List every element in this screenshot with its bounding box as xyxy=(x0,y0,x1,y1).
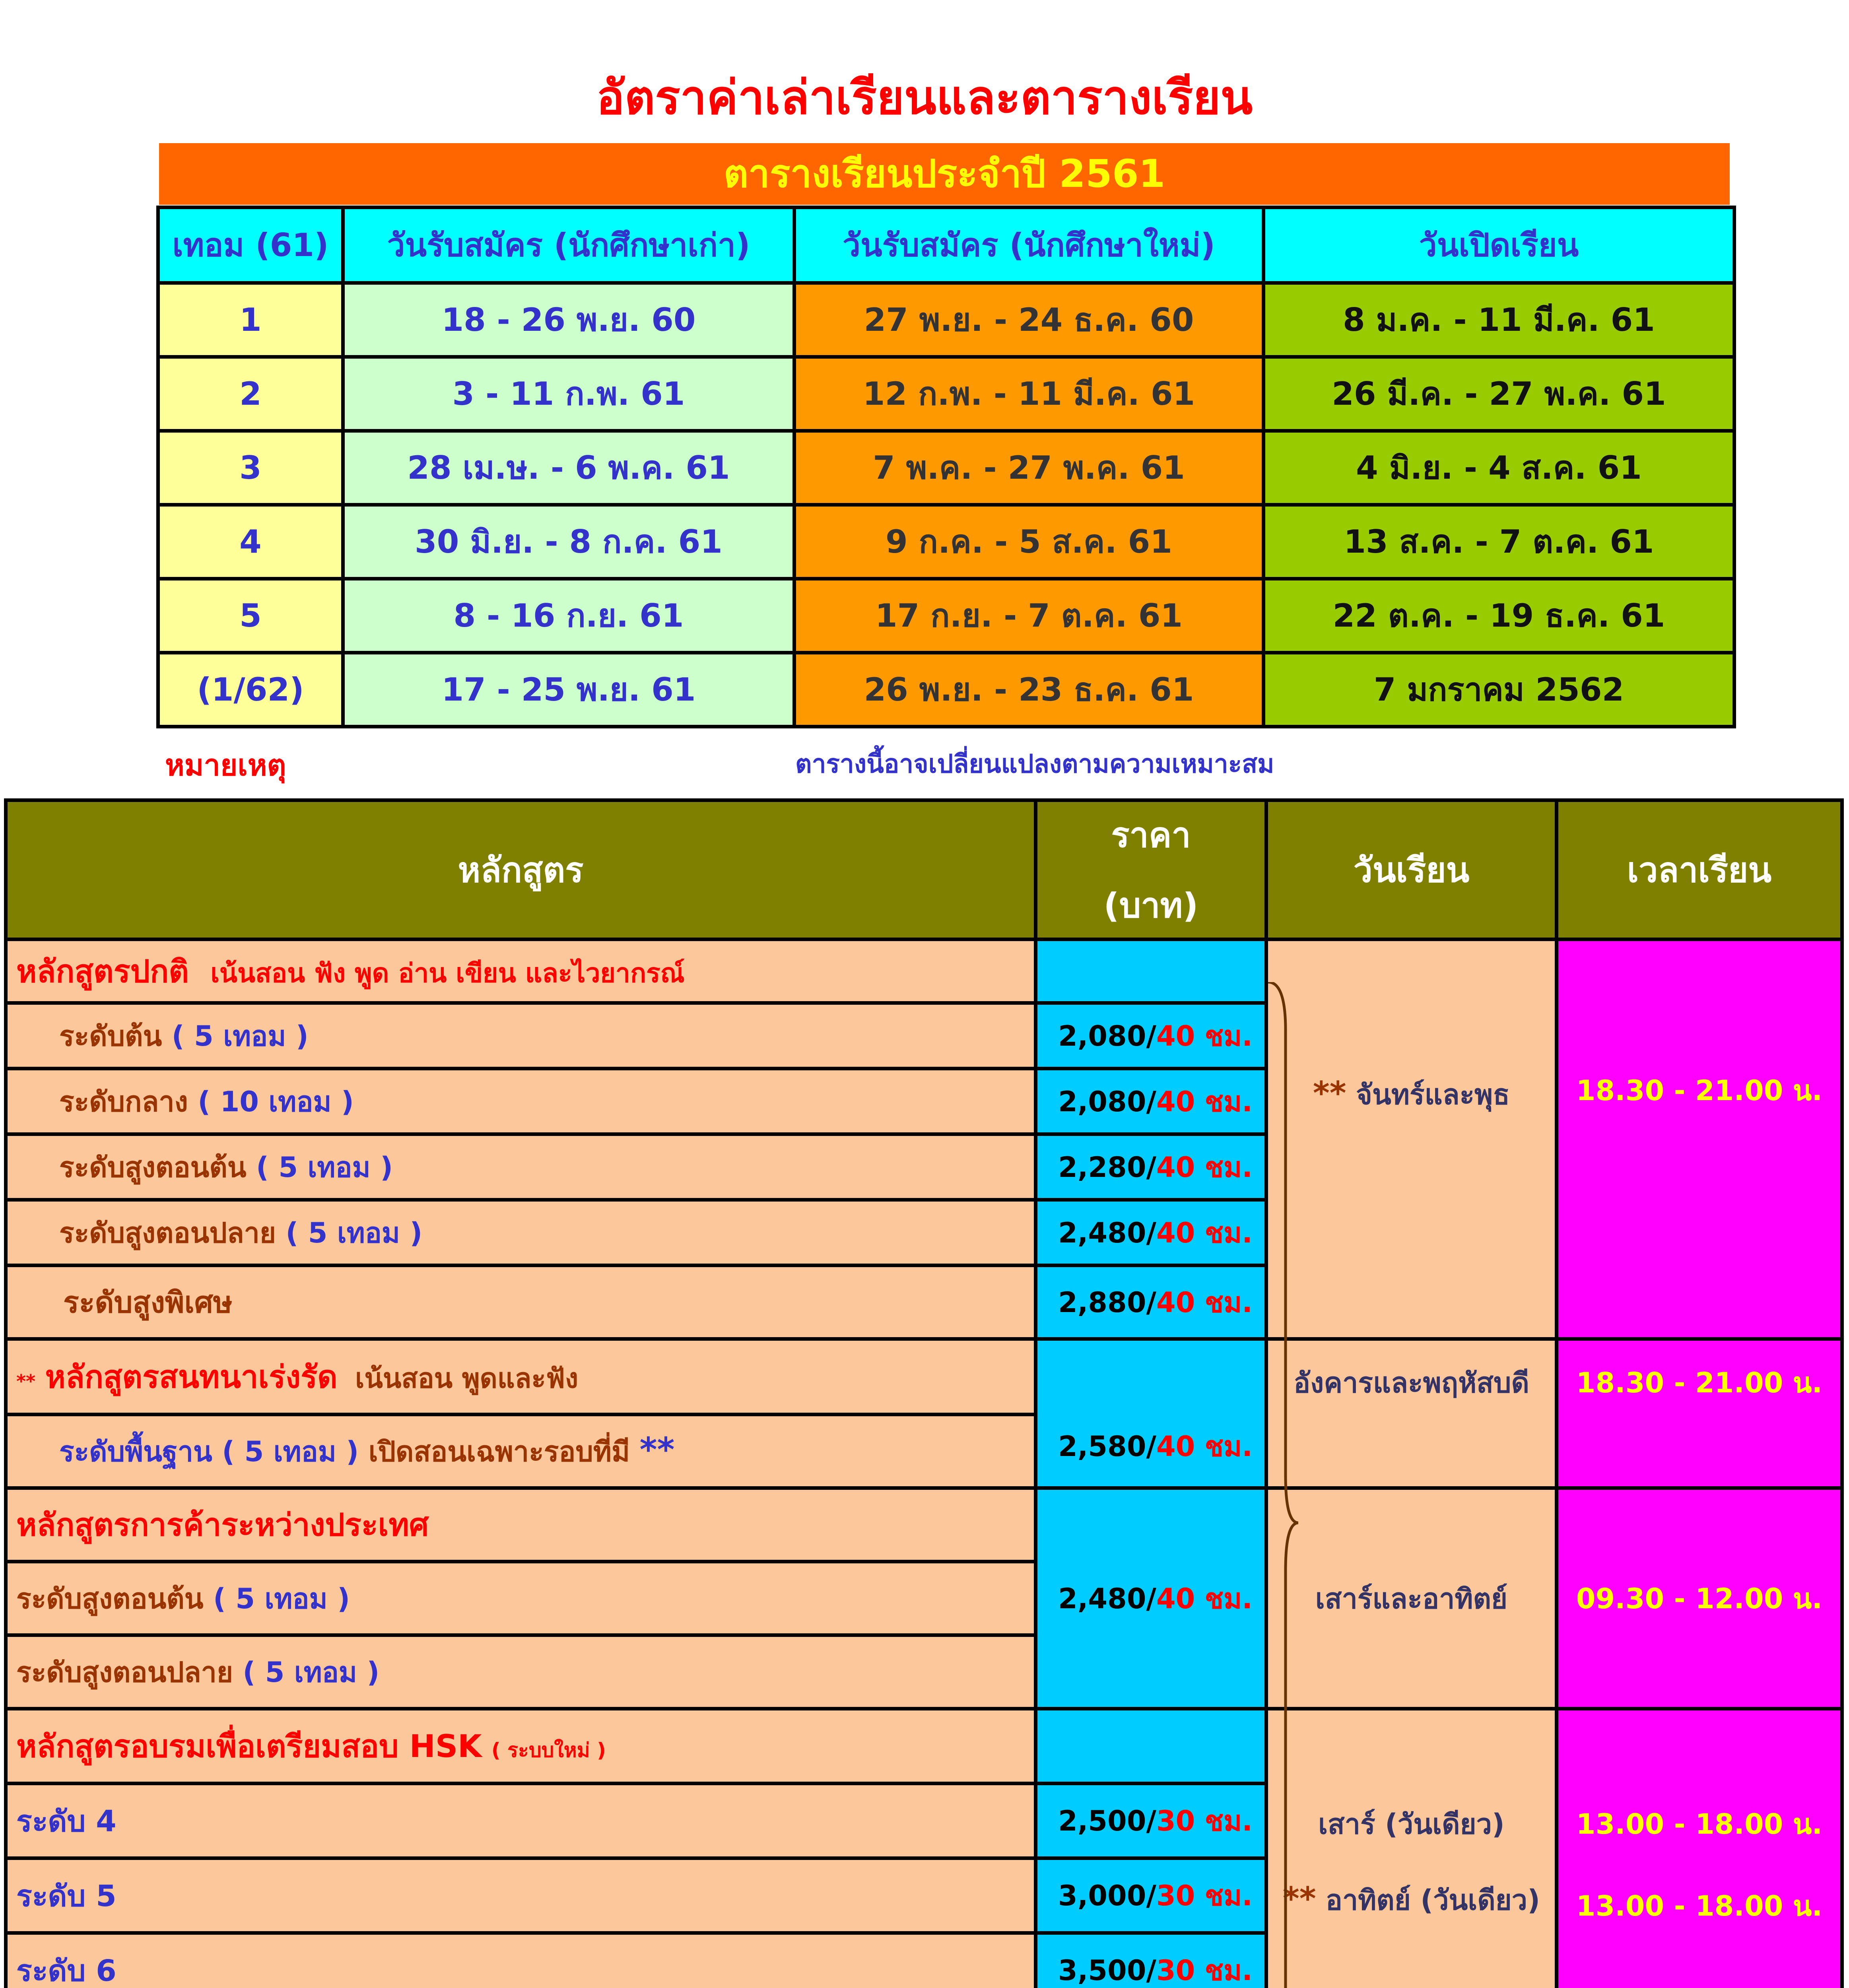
level-name: ระดับสูงตอนปลาย xyxy=(16,1656,233,1689)
schedule-banner: ตารางเรียนประจำปี 2561 xyxy=(159,143,1730,205)
table-row xyxy=(158,283,1734,357)
price-cell xyxy=(1036,1134,1266,1200)
level-name: ระดับสูงพิเศษ xyxy=(63,1285,233,1320)
header-price xyxy=(1036,800,1266,940)
price-cell xyxy=(1036,1266,1266,1339)
start-cell: 22 ต.ค. - 19 ธ.ค. 61 xyxy=(1264,579,1734,653)
level-extra-stars: ** xyxy=(639,1430,675,1469)
price-value: 3,500/ xyxy=(1058,1954,1156,1987)
price-hours: 40 ชม. xyxy=(1156,1151,1253,1184)
old-reg-cell: 18 - 26 พ.ย. 60 xyxy=(343,283,794,357)
price-cell xyxy=(1036,1784,1266,1858)
price-cell xyxy=(1036,1069,1266,1134)
time-cell-evening1 xyxy=(1557,940,1842,1339)
header-time: เวลาเรียน xyxy=(1557,800,1842,940)
header-new-students: วันรับสมัคร (นักศึกษาใหม่) xyxy=(794,208,1264,283)
course-row xyxy=(6,940,1842,1003)
level-name: ระดับกลาง xyxy=(59,1085,188,1118)
time-cell-evening2 xyxy=(1557,1339,1842,1488)
price-value: 2,580/ xyxy=(1058,1430,1156,1463)
term-cell: (1/62) xyxy=(158,653,343,727)
days-sun-only: อาทิตย์ (วันเดียว) xyxy=(1325,1884,1540,1916)
start-cell: 4 มิ.ย. - 4 ส.ค. 61 xyxy=(1264,431,1734,505)
course-row xyxy=(6,1488,1842,1562)
days-mon-wed: จันทร์และพุธ xyxy=(1356,1078,1510,1111)
level-name: ระดับสูงตอนต้น xyxy=(16,1582,204,1615)
schedule-header-row xyxy=(158,208,1734,283)
price-value: 2,080/ xyxy=(1058,1085,1156,1118)
course-row xyxy=(6,1339,1842,1415)
course-level-cell xyxy=(6,1266,1036,1339)
course-level-cell xyxy=(6,1933,1036,1988)
term-cell: 1 xyxy=(158,283,343,357)
note-label: หมายเหตุ xyxy=(165,748,286,782)
time-afternoon1: 13.00 - 18.00 น. xyxy=(1576,1808,1823,1840)
price-value: 2,500/ xyxy=(1058,1805,1156,1837)
course-level-cell xyxy=(6,1858,1036,1933)
price-hours: 30 ชม. xyxy=(1156,1805,1253,1837)
course-conversation-stars: ** xyxy=(16,1370,36,1392)
term-cell: 2 xyxy=(158,357,343,431)
header-term: เทอม (61) xyxy=(158,208,343,283)
price-value: 2,480/ xyxy=(1058,1582,1156,1615)
level-name: ระดับ 5 xyxy=(16,1879,117,1913)
course-level-cell xyxy=(6,1134,1036,1200)
course-regular-desc: เน้นสอน ฟัง พูด อ่าน เขียน และไวยากรณ์ xyxy=(210,957,685,988)
schedule-table xyxy=(156,206,1736,728)
time-evening1: 18.30 - 21.00 น. xyxy=(1576,1074,1823,1107)
start-cell: 13 ส.ค. - 7 ต.ค. 61 xyxy=(1264,505,1734,579)
header-price-line1: ราคา xyxy=(1111,815,1191,855)
time-afternoon2: 13.00 - 18.00 น. xyxy=(1576,1890,1823,1922)
course-regular-title-cell xyxy=(6,940,1036,1003)
days-cell-tue-thu xyxy=(1266,1339,1557,1488)
price-value: 2,480/ xyxy=(1058,1216,1156,1249)
course-level-cell xyxy=(6,1784,1036,1858)
price-cell-empty xyxy=(1036,940,1266,1003)
days-sat-sun: เสาร์และอาทิตย์ xyxy=(1315,1582,1508,1615)
level-terms: ( 5 เทอม ) xyxy=(286,1216,423,1249)
course-row xyxy=(6,1709,1842,1784)
price-cell xyxy=(1036,1200,1266,1266)
table-row xyxy=(158,431,1734,505)
new-reg-cell: 27 พ.ย. - 24 ธ.ค. 60 xyxy=(794,283,1264,357)
header-old-students: วันรับสมัคร (นักศึกษาเก่า) xyxy=(343,208,794,283)
price-value: 2,080/ xyxy=(1058,1019,1156,1052)
old-reg-cell: 30 มิ.ย. - 8 ก.ค. 61 xyxy=(343,505,794,579)
time-cell-morning xyxy=(1557,1488,1842,1709)
price-cell xyxy=(1036,1858,1266,1933)
old-reg-cell: 3 - 11 ก.พ. 61 xyxy=(343,357,794,431)
level-name: ระดับสูงตอนปลาย xyxy=(59,1216,276,1249)
price-cell xyxy=(1036,1488,1266,1709)
course-level-cell xyxy=(6,1200,1036,1266)
start-cell: 7 มกราคม 2562 xyxy=(1264,653,1734,727)
old-reg-cell: 8 - 16 ก.ย. 61 xyxy=(343,579,794,653)
level-name: ระดับต้น xyxy=(59,1019,162,1052)
note-text: ตารางนี้อาจเปลี่ยนแปลงตามความเหมาะสม xyxy=(795,749,1274,779)
time-morning: 09.30 - 12.00 น. xyxy=(1576,1582,1823,1615)
start-cell: 8 ม.ค. - 11 มี.ค. 61 xyxy=(1264,283,1734,357)
new-reg-cell: 7 พ.ค. - 27 พ.ค. 61 xyxy=(794,431,1264,505)
price-cell xyxy=(1036,1933,1266,1988)
price-hours: 40 ชม. xyxy=(1156,1286,1253,1319)
price-value: 2,880/ xyxy=(1058,1286,1156,1319)
course-level-cell xyxy=(6,1003,1036,1069)
level-terms: ( 5 เทอม ) xyxy=(256,1151,393,1184)
course-level-cell xyxy=(6,1415,1036,1488)
course-conversation-title-cell xyxy=(6,1339,1036,1415)
course-conversation-desc: เน้นสอน พูดและฟัง xyxy=(355,1363,579,1394)
price-hours: 40 ชม. xyxy=(1156,1085,1253,1118)
courses-header-row xyxy=(6,800,1842,940)
new-reg-cell: 17 ก.ย. - 7 ต.ค. 61 xyxy=(794,579,1264,653)
header-price-line2: (บาท) xyxy=(1103,885,1198,926)
price-hours: 30 ชม. xyxy=(1156,1879,1253,1912)
course-hsk-title: หลักสูตรอบรมเพื่อเตรียมสอบ HSK xyxy=(16,1728,482,1765)
course-hsk-note: ( ระบบใหม่ ) xyxy=(491,1738,606,1762)
days-stars: ** xyxy=(1313,1075,1346,1112)
price-hours: 30 ชม. xyxy=(1156,1954,1253,1987)
price-cell xyxy=(1036,1003,1266,1069)
level-terms: ( 5 เทอม ) xyxy=(222,1435,359,1468)
course-level-cell xyxy=(6,1562,1036,1635)
course-trade-title: หลักสูตรการค้าระหว่างประเทศ xyxy=(16,1507,429,1543)
price-hours: 40 ชม. xyxy=(1156,1019,1253,1052)
old-reg-cell: 28 เม.ษ. - 6 พ.ค. 61 xyxy=(343,431,794,505)
level-name: ระดับ 4 xyxy=(16,1804,117,1839)
page-title: อัตราค่าเล่าเรียนและตารางเรียน xyxy=(596,70,1253,125)
new-reg-cell: 26 พ.ย. - 23 ธ.ค. 61 xyxy=(794,653,1264,727)
table-row xyxy=(158,579,1734,653)
days-sat-only: เสาร์ (วันเดียว) xyxy=(1318,1808,1505,1840)
price-hours: 40 ชม. xyxy=(1156,1216,1253,1249)
price-value: 2,280/ xyxy=(1058,1151,1156,1184)
price-value: 3,000/ xyxy=(1058,1879,1156,1912)
courses-table xyxy=(4,798,1844,1988)
level-terms: ( 10 เทอม ) xyxy=(198,1085,354,1118)
new-reg-cell: 12 ก.พ. - 11 มี.ค. 61 xyxy=(794,357,1264,431)
course-trade-title-cell xyxy=(6,1488,1036,1562)
days-tue-thu: อังคารและพฤหัสบดี xyxy=(1294,1367,1529,1399)
course-level-cell xyxy=(6,1635,1036,1709)
new-reg-cell: 9 ก.ค. - 5 ส.ค. 61 xyxy=(794,505,1264,579)
time-evening2: 18.30 - 21.00 น. xyxy=(1576,1367,1823,1399)
level-extra: เปิดสอนเฉพาะรอบที่มี xyxy=(368,1435,630,1468)
start-cell: 26 มี.ค. - 27 พ.ค. 61 xyxy=(1264,357,1734,431)
table-row xyxy=(158,653,1734,727)
price-hours: 40 ชม. xyxy=(1156,1430,1253,1463)
old-reg-cell: 17 - 25 พ.ย. 61 xyxy=(343,653,794,727)
days-cell-mon-wed xyxy=(1266,940,1557,1339)
term-cell: 5 xyxy=(158,579,343,653)
course-level-cell xyxy=(6,1069,1036,1134)
course-conversation-title: หลักสูตรสนทนาเร่งรัด xyxy=(45,1359,338,1395)
term-cell: 4 xyxy=(158,505,343,579)
days-cell-sat-sun-single xyxy=(1266,1709,1557,1988)
level-name: ระดับ 6 xyxy=(16,1953,117,1988)
level-name: ระดับพื้นฐาน xyxy=(59,1435,212,1468)
price-cell xyxy=(1036,1339,1266,1488)
price-cell-empty xyxy=(1036,1709,1266,1784)
term-cell: 3 xyxy=(158,431,343,505)
header-days: วันเรียน xyxy=(1266,800,1557,940)
time-cell-afternoon xyxy=(1557,1709,1842,1988)
course-regular-title: หลักสูตรปกติ xyxy=(16,953,189,990)
days-cell-sat-sun xyxy=(1266,1488,1557,1709)
level-name: ระดับสูงตอนต้น xyxy=(59,1151,247,1184)
course-hsk-title-cell xyxy=(6,1709,1036,1784)
level-terms: ( 5 เทอม ) xyxy=(213,1582,350,1615)
price-hours: 40 ชม. xyxy=(1156,1582,1253,1615)
table-row xyxy=(158,505,1734,579)
header-class-start: วันเปิดเรียน xyxy=(1264,208,1734,283)
header-course: หลักสูตร xyxy=(6,800,1036,940)
level-terms: ( 5 เทอม ) xyxy=(243,1656,380,1689)
curly-brace-icon xyxy=(1266,982,1298,1988)
days-sun-stars: ** xyxy=(1282,1880,1316,1917)
table-row xyxy=(158,357,1734,431)
level-terms: ( 5 เทอม ) xyxy=(171,1019,309,1052)
